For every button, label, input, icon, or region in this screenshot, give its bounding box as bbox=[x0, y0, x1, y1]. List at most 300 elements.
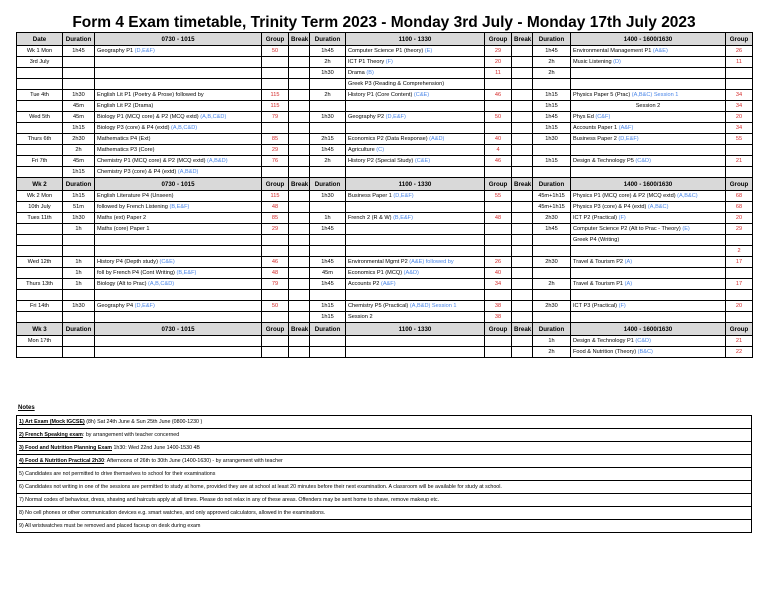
break-cell bbox=[512, 123, 533, 134]
date-cell bbox=[17, 246, 63, 257]
group-count-cell: 55 bbox=[726, 134, 753, 145]
duration-cell: 2h bbox=[533, 57, 571, 68]
duration-cell bbox=[310, 202, 346, 213]
note-text: 5) Candidates are not permitted to drive themselves to school for their examinations bbox=[17, 468, 752, 481]
date-cell bbox=[17, 123, 63, 134]
note-row bbox=[17, 494, 752, 507]
group-count-cell: 29 bbox=[726, 224, 753, 235]
group-text: (A&D) bbox=[427, 135, 445, 142]
group-count-cell: 4 bbox=[485, 145, 512, 156]
break-cell bbox=[289, 224, 310, 235]
group-count-cell: 29 bbox=[262, 145, 289, 156]
table-row bbox=[17, 301, 753, 312]
subject-cell bbox=[346, 279, 485, 290]
subject-text: Accounts P2 bbox=[348, 280, 380, 287]
subject-cell bbox=[95, 312, 262, 323]
header-cell: Wk 2 bbox=[17, 178, 63, 191]
subject-text: Biology P3 (core) & P4 (extd) bbox=[97, 124, 170, 131]
table-row bbox=[17, 213, 753, 224]
header-cell: 1100 - 1330 bbox=[346, 33, 485, 46]
note-text: 9) All wristwatches must be removed and placed faceup on desk during exam bbox=[17, 520, 752, 533]
duration-cell: 2h30 bbox=[533, 301, 571, 312]
subject-cell bbox=[95, 213, 262, 224]
subject-text: Physics P3 (core) & P4 (extd) bbox=[573, 203, 647, 210]
break-cell bbox=[289, 123, 310, 134]
group-count-cell: 34 bbox=[485, 279, 512, 290]
group-text: (B) bbox=[364, 69, 374, 76]
note-text: 7) Normal codes of behaviour, dress, shaving and haircuts apply at all times. Please do not relax in any of these areas. Offenders may be sent home to shave, remove makeup etc. bbox=[17, 494, 752, 507]
duration-cell: 1h bbox=[63, 257, 95, 268]
group-count-cell bbox=[262, 68, 289, 79]
duration-cell: 2h30 bbox=[63, 134, 95, 145]
header-cell: 1400 - 1600/1630 bbox=[571, 323, 726, 336]
group-count-cell bbox=[726, 290, 753, 301]
break-cell bbox=[289, 336, 310, 347]
subject-text: Greek P3 (Reading & Comprehension) bbox=[348, 80, 445, 87]
subject-cell bbox=[346, 257, 485, 268]
note-text: 1) Art Exam (Mock IGCSE) (8h) Sat 24th June & Sun 25th June (0800-1230 ) bbox=[17, 416, 752, 429]
group-count-cell bbox=[726, 79, 753, 90]
subject-cell bbox=[346, 347, 485, 358]
subject-cell bbox=[95, 156, 262, 167]
date-cell: Thurs 6th bbox=[17, 134, 63, 145]
subject-cell bbox=[346, 235, 485, 246]
group-count-cell: 11 bbox=[726, 57, 753, 68]
break-cell bbox=[512, 134, 533, 145]
group-text: (D,E&F) bbox=[133, 47, 155, 54]
duration-cell: 1h15 bbox=[310, 312, 346, 323]
break-cell bbox=[512, 145, 533, 156]
group-count-cell bbox=[485, 101, 512, 112]
break-cell bbox=[289, 79, 310, 90]
date-cell bbox=[17, 79, 63, 90]
break-cell bbox=[289, 257, 310, 268]
subject-text: Economics P2 (Data Response) bbox=[348, 135, 428, 142]
duration-cell bbox=[63, 312, 95, 323]
subject-text: ICT P2 (Practical) bbox=[573, 214, 618, 221]
subject-cell bbox=[346, 268, 485, 279]
break-cell bbox=[289, 134, 310, 145]
group-text: (A,B&D) Session 1 bbox=[408, 302, 457, 309]
group-count-cell bbox=[726, 68, 753, 79]
header-cell: Date bbox=[17, 33, 63, 46]
duration-cell: 1h45 bbox=[63, 46, 95, 57]
duration-cell bbox=[533, 145, 571, 156]
group-text: (A&F) bbox=[379, 280, 396, 287]
group-count-cell: 26 bbox=[485, 257, 512, 268]
table-row bbox=[17, 57, 753, 68]
duration-cell bbox=[533, 167, 571, 178]
group-count-cell: 48 bbox=[485, 213, 512, 224]
subject-cell bbox=[95, 257, 262, 268]
group-text: (B,E&F) bbox=[174, 269, 197, 276]
subject-text: French 2 (R & W) bbox=[348, 214, 392, 221]
group-text: (A,B,C&D) bbox=[198, 113, 227, 120]
group-count-cell: 50 bbox=[485, 112, 512, 123]
group-text: (E) bbox=[423, 47, 433, 54]
subject-cell bbox=[571, 268, 726, 279]
subject-text: Computer Science P2 (Alt to Prac - Theory) bbox=[573, 225, 681, 232]
duration-cell bbox=[310, 290, 346, 301]
subject-text: Chemistry P3 (core) & P4 (extd) bbox=[97, 168, 177, 175]
break-cell bbox=[512, 46, 533, 57]
subject-cell bbox=[95, 279, 262, 290]
group-text: (A&E) bbox=[651, 47, 668, 54]
break-cell bbox=[289, 46, 310, 57]
subject-cell bbox=[571, 246, 726, 257]
duration-cell bbox=[310, 246, 346, 257]
subject-text: Design & Technology P5 bbox=[573, 157, 634, 164]
subject-cell bbox=[95, 90, 262, 101]
header-cell: 1100 - 1330 bbox=[346, 178, 485, 191]
note-row bbox=[17, 429, 752, 442]
subject-text: Geography P4 bbox=[97, 302, 134, 309]
subject-text: History P2 (Special Study) bbox=[348, 157, 414, 164]
group-count-cell: 17 bbox=[726, 279, 753, 290]
break-cell bbox=[289, 202, 310, 213]
duration-cell: 1h15 bbox=[533, 90, 571, 101]
duration-cell: 1h15 bbox=[310, 301, 346, 312]
duration-cell bbox=[310, 123, 346, 134]
group-count-cell: 46 bbox=[485, 90, 512, 101]
subject-text: Drama bbox=[348, 69, 365, 76]
subject-text: ICT P1 Theory bbox=[348, 58, 385, 65]
duration-cell bbox=[310, 101, 346, 112]
note-text: 6) Candidates not writing in one of the sessions are permitted to study at home, provided they are at school at least 20 minutes before their next examination. A classroom will be available for study at school. bbox=[17, 481, 752, 494]
duration-cell bbox=[533, 290, 571, 301]
group-text: (A) bbox=[623, 280, 633, 287]
group-count-cell: 40 bbox=[485, 268, 512, 279]
table-row bbox=[17, 123, 753, 134]
group-count-cell bbox=[262, 246, 289, 257]
date-cell: Wed 5th bbox=[17, 112, 63, 123]
group-count-cell bbox=[262, 336, 289, 347]
header-cell: 1400 - 1600/1630 bbox=[571, 33, 726, 46]
group-count-cell bbox=[485, 224, 512, 235]
header-cell: Break bbox=[289, 33, 310, 46]
subject-cell bbox=[346, 46, 485, 57]
header-cell: Duration bbox=[310, 178, 346, 191]
subject-cell bbox=[571, 347, 726, 358]
subject-cell bbox=[95, 101, 262, 112]
table-row bbox=[17, 224, 753, 235]
subject-cell bbox=[346, 336, 485, 347]
header-cell: Duration bbox=[63, 33, 95, 46]
duration-cell: 1h30 bbox=[310, 68, 346, 79]
group-text: (A) bbox=[623, 258, 633, 265]
group-text: (A,B&C) bbox=[675, 192, 698, 199]
group-text: (D,E&F) bbox=[391, 192, 414, 199]
header-row bbox=[17, 33, 753, 46]
subject-cell bbox=[95, 134, 262, 145]
header-cell: Group bbox=[262, 33, 289, 46]
subject-text: Environmental Management P1 bbox=[573, 47, 652, 54]
table-row bbox=[17, 336, 753, 347]
date-cell bbox=[17, 167, 63, 178]
subject-cell bbox=[95, 57, 262, 68]
group-count-cell: 55 bbox=[485, 191, 512, 202]
notes-title: Notes bbox=[18, 405, 35, 411]
group-text: (A,B&D) bbox=[176, 168, 199, 175]
subject-cell bbox=[571, 123, 726, 134]
group-text: (A,B&C) Session 1 bbox=[630, 91, 679, 98]
subject-cell bbox=[95, 301, 262, 312]
duration-cell bbox=[63, 68, 95, 79]
table-row bbox=[17, 191, 753, 202]
subject-cell bbox=[346, 156, 485, 167]
table-row bbox=[17, 112, 753, 123]
group-text: (D) bbox=[611, 58, 621, 65]
subject-text: Travel & Tourism P1 bbox=[573, 280, 624, 287]
break-cell bbox=[512, 112, 533, 123]
group-count-cell bbox=[485, 202, 512, 213]
group-text: Session 2 bbox=[635, 102, 661, 109]
subject-text: Geography P2 bbox=[348, 113, 385, 120]
duration-cell: 2h bbox=[533, 279, 571, 290]
subject-cell bbox=[95, 290, 262, 301]
subject-cell bbox=[571, 156, 726, 167]
date-cell bbox=[17, 235, 63, 246]
break-cell bbox=[289, 301, 310, 312]
duration-cell: 1h15 bbox=[63, 167, 95, 178]
group-count-cell: 50 bbox=[262, 301, 289, 312]
group-text: (A,B&C) bbox=[646, 203, 669, 210]
subject-cell bbox=[346, 246, 485, 257]
group-count-cell: 38 bbox=[485, 301, 512, 312]
subject-text: Greek P4 (Writing) bbox=[573, 236, 620, 243]
break-cell bbox=[289, 145, 310, 156]
group-count-cell bbox=[485, 246, 512, 257]
subject-cell bbox=[346, 213, 485, 224]
subject-cell bbox=[571, 46, 726, 57]
subject-cell bbox=[95, 68, 262, 79]
date-cell: 10th July bbox=[17, 202, 63, 213]
subject-text: ICT P3 (Practical) bbox=[573, 302, 618, 309]
duration-cell: 2h bbox=[533, 68, 571, 79]
group-count-cell bbox=[262, 312, 289, 323]
note-row bbox=[17, 468, 752, 481]
subject-cell bbox=[95, 268, 262, 279]
subject-cell bbox=[571, 167, 726, 178]
break-cell bbox=[512, 68, 533, 79]
date-cell bbox=[17, 312, 63, 323]
header-cell: Group bbox=[726, 33, 753, 46]
duration-cell bbox=[310, 336, 346, 347]
header-cell: Break bbox=[289, 178, 310, 191]
duration-cell: 2h15 bbox=[310, 134, 346, 145]
note-text: 4) Food & Nutrition Practical 2h30: Afternoons of 26th to 30th June (1400-1630) - by arrangement with teacher bbox=[17, 455, 752, 468]
subject-text: Maths (ext) Paper 2 bbox=[97, 214, 147, 221]
table-row bbox=[17, 246, 753, 257]
group-count-cell: 11 bbox=[485, 68, 512, 79]
break-cell bbox=[512, 347, 533, 358]
subject-cell bbox=[571, 336, 726, 347]
duration-cell: 1h45 bbox=[533, 112, 571, 123]
note-heading: 1) Art Exam (Mock IGCSE) bbox=[19, 419, 85, 425]
header-cell: Duration bbox=[533, 323, 571, 336]
header-cell: Break bbox=[289, 323, 310, 336]
group-count-cell bbox=[262, 347, 289, 358]
duration-cell: 45m bbox=[63, 101, 95, 112]
group-count-cell: 68 bbox=[726, 202, 753, 213]
group-text: (B&C) bbox=[636, 348, 653, 355]
break-cell bbox=[289, 213, 310, 224]
table-row bbox=[17, 145, 753, 156]
duration-cell: 1h15 bbox=[533, 101, 571, 112]
subject-text: Music Listening bbox=[573, 58, 612, 65]
group-count-cell: 20 bbox=[485, 57, 512, 68]
group-count-cell bbox=[726, 145, 753, 156]
subject-text: History P4 (Depth study) bbox=[97, 258, 158, 265]
note-row bbox=[17, 520, 752, 533]
note-heading: 4) Food & Nutrition Practical 2h30 bbox=[19, 458, 105, 464]
note-text: 8) No cell phones or other communication devices e.g. smart watches, and only approved calculators, allowed in the examinations. bbox=[17, 507, 752, 520]
subject-text: Design & Technology P1 bbox=[573, 337, 634, 344]
note-row bbox=[17, 416, 752, 429]
subject-cell bbox=[346, 290, 485, 301]
break-cell bbox=[512, 191, 533, 202]
duration-cell: 45m+1h15 bbox=[533, 202, 571, 213]
duration-cell: 2h bbox=[310, 156, 346, 167]
subject-text: Biology (Alt to Prac) bbox=[97, 280, 147, 287]
break-cell bbox=[289, 167, 310, 178]
duration-cell: 1h bbox=[63, 224, 95, 235]
header-cell: 0730 - 1015 bbox=[95, 323, 262, 336]
break-cell bbox=[289, 156, 310, 167]
subject-cell bbox=[95, 145, 262, 156]
group-count-cell: 76 bbox=[262, 156, 289, 167]
group-text: (D,E&F) bbox=[384, 113, 406, 120]
date-cell bbox=[17, 347, 63, 358]
duration-cell: 1h45 bbox=[310, 145, 346, 156]
header-cell: Group bbox=[485, 33, 512, 46]
header-cell: Group bbox=[485, 178, 512, 191]
duration-cell bbox=[310, 235, 346, 246]
group-count-cell bbox=[262, 167, 289, 178]
group-text: (C&D) bbox=[633, 157, 651, 164]
table-row bbox=[17, 347, 753, 358]
header-cell: Group bbox=[262, 178, 289, 191]
note-heading: 2) French Speaking exam bbox=[19, 432, 83, 438]
duration-cell: 2h bbox=[533, 347, 571, 358]
subject-text: Mathematics P3 (Core) bbox=[97, 146, 155, 153]
duration-cell bbox=[63, 290, 95, 301]
group-count-cell: 50 bbox=[262, 46, 289, 57]
table-row bbox=[17, 101, 753, 112]
break-cell bbox=[512, 246, 533, 257]
group-count-cell bbox=[262, 290, 289, 301]
date-cell: Wk 2 Mon bbox=[17, 191, 63, 202]
header-cell: 1100 - 1330 bbox=[346, 323, 485, 336]
subject-cell bbox=[346, 68, 485, 79]
group-count-cell bbox=[485, 290, 512, 301]
subject-cell bbox=[571, 57, 726, 68]
duration-cell: 1h bbox=[63, 268, 95, 279]
date-cell bbox=[17, 101, 63, 112]
header-cell: Group bbox=[726, 323, 753, 336]
duration-cell: 1h bbox=[310, 213, 346, 224]
break-cell bbox=[512, 235, 533, 246]
break-cell bbox=[289, 347, 310, 358]
group-count-cell: 2 bbox=[726, 246, 753, 257]
break-cell bbox=[289, 268, 310, 279]
table-row bbox=[17, 134, 753, 145]
break-cell bbox=[289, 279, 310, 290]
table-row bbox=[17, 279, 753, 290]
subject-text: Physics P1 (MCQ core) & P2 (MCQ extd) bbox=[573, 192, 676, 199]
group-text: (A&F) bbox=[617, 124, 634, 131]
duration-cell: 1h bbox=[533, 336, 571, 347]
note-row bbox=[17, 481, 752, 494]
group-text: (F) bbox=[384, 58, 393, 65]
subject-cell bbox=[95, 246, 262, 257]
group-count-cell: 48 bbox=[262, 202, 289, 213]
break-cell bbox=[289, 101, 310, 112]
subject-text: Travel & Tourism P2 bbox=[573, 258, 624, 265]
header-cell: 0730 - 1015 bbox=[95, 33, 262, 46]
note-text: 2) French Speaking exam: by arrangement with teacher concerned bbox=[17, 429, 752, 442]
break-cell bbox=[512, 336, 533, 347]
date-cell bbox=[17, 68, 63, 79]
break-cell bbox=[289, 312, 310, 323]
header-cell: 1400 - 1600/1630 bbox=[571, 178, 726, 191]
subject-text: foll by French P4 (Cont Writing) bbox=[97, 269, 175, 276]
subject-text: Business Paper 2 bbox=[573, 135, 617, 142]
subject-text: History P1 (Core Content) bbox=[348, 91, 413, 98]
group-count-cell: 38 bbox=[485, 312, 512, 323]
break-cell bbox=[289, 112, 310, 123]
group-count-cell: 17 bbox=[726, 257, 753, 268]
duration-cell bbox=[63, 336, 95, 347]
break-cell bbox=[289, 68, 310, 79]
table-row bbox=[17, 290, 753, 301]
subject-text: Chemistry P1 (MCQ core) & P2 (MCQ extd) bbox=[97, 157, 206, 164]
subject-cell bbox=[95, 167, 262, 178]
subject-text: Environmental Mgmt P2 bbox=[348, 258, 408, 265]
subject-cell bbox=[571, 101, 726, 112]
break-cell bbox=[289, 57, 310, 68]
header-cell: Wk 3 bbox=[17, 323, 63, 336]
subject-cell bbox=[346, 167, 485, 178]
duration-cell: 2h bbox=[310, 90, 346, 101]
header-row bbox=[17, 323, 753, 336]
subject-cell bbox=[571, 202, 726, 213]
table-row bbox=[17, 46, 753, 57]
subject-text: Maths (core) Paper 1 bbox=[97, 225, 150, 232]
group-count-cell: 29 bbox=[485, 46, 512, 57]
subject-cell bbox=[571, 213, 726, 224]
duration-cell bbox=[63, 57, 95, 68]
group-text: (A&E) followed by bbox=[407, 258, 454, 265]
subject-cell bbox=[571, 191, 726, 202]
duration-cell bbox=[533, 312, 571, 323]
group-count-cell bbox=[262, 57, 289, 68]
group-count-cell: 48 bbox=[262, 268, 289, 279]
subject-text: Food & Nutrition (Theory) bbox=[573, 348, 637, 355]
break-cell bbox=[512, 301, 533, 312]
header-cell: Duration bbox=[63, 178, 95, 191]
header-cell: Break bbox=[512, 178, 533, 191]
group-count-cell bbox=[485, 235, 512, 246]
date-cell: Tue 4th bbox=[17, 90, 63, 101]
group-text: (F) bbox=[617, 214, 626, 221]
break-cell bbox=[512, 213, 533, 224]
subject-cell bbox=[346, 224, 485, 235]
table-row bbox=[17, 268, 753, 279]
group-count-cell: 34 bbox=[726, 123, 753, 134]
subject-cell bbox=[346, 134, 485, 145]
break-cell bbox=[289, 246, 310, 257]
